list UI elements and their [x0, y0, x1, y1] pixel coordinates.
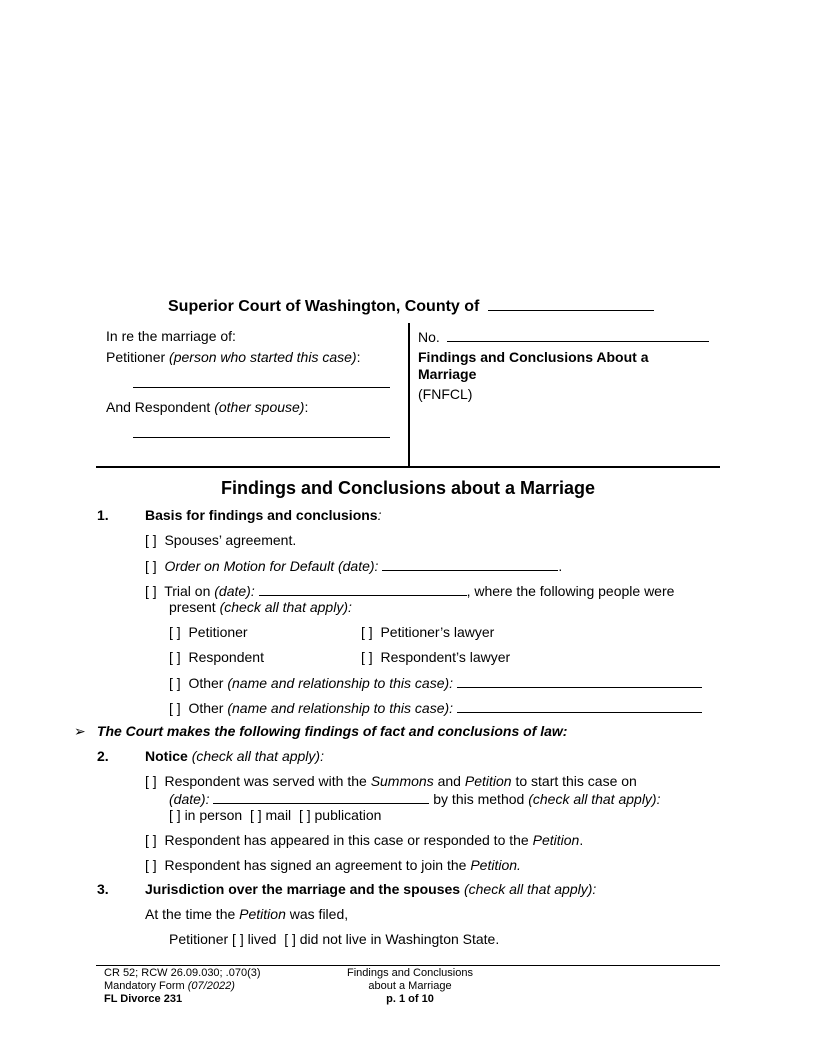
- other-2-field[interactable]: [457, 699, 702, 713]
- checkbox[interactable]: [ ]: [361, 624, 373, 640]
- checkbox[interactable]: [ ]: [169, 675, 181, 691]
- method-mail[interactable]: [ ] mail: [249, 807, 292, 823]
- other-1-field[interactable]: [457, 674, 702, 688]
- served-date-field[interactable]: [213, 790, 429, 804]
- checkbox[interactable]: [ ]: [145, 773, 157, 789]
- method-publication[interactable]: [ ] publication: [298, 807, 382, 823]
- footer-page: p. 1 of 10: [386, 993, 434, 1005]
- option-appeared[interactable]: [ ] Respondent has appeared in this case or responded to the Petition.: [145, 832, 584, 848]
- section1-number: 1.: [97, 507, 109, 523]
- section3-heading: Jurisdiction over the marriage and the spouses (check all that apply):: [145, 881, 597, 897]
- arrow-bullet-icon: ➢: [74, 723, 86, 739]
- caption-petitioner-label: Petitioner (person who started this case):: [106, 349, 361, 365]
- footer-center: [310, 967, 510, 1006]
- checkbox[interactable]: [ ]: [169, 649, 181, 665]
- footer-rule-citation: CR 52; RCW 26.09.030; .070(3): [104, 967, 261, 979]
- attendee-petitioner-lawyer[interactable]: [ ] Petitioner’s lawyer: [361, 624, 495, 640]
- checkbox[interactable]: [ ]: [145, 583, 157, 599]
- doc-code: (FNFCL): [418, 386, 473, 402]
- main-title: Findings and Conclusions about a Marriage: [220, 478, 596, 498]
- option-signed[interactable]: [ ] Respondent has signed an agreement to join the Petition.: [145, 857, 521, 873]
- section1-heading: Basis for findings and conclusions:: [145, 507, 382, 523]
- residence-did-not[interactable]: [ ] did not live in Washington State.: [284, 931, 500, 947]
- caption-divider: [408, 323, 410, 467]
- trial-present-line: present (check all that apply):: [169, 599, 352, 615]
- service-methods: [169, 807, 381, 823]
- checkbox[interactable]: [ ]: [361, 649, 373, 665]
- checkbox[interactable]: [ ]: [145, 857, 157, 873]
- attendee-other-2[interactable]: [ ] Other (name and relationship to this case):: [169, 699, 702, 716]
- section2-number: 2.: [97, 748, 109, 764]
- footer-rule: [96, 965, 720, 966]
- doc-title-line2: Marriage: [418, 366, 477, 382]
- footer-title-1: Findings and Conclusions: [347, 967, 473, 979]
- checkbox[interactable]: [ ]: [232, 931, 244, 947]
- footer-form-id: FL Divorce 231: [104, 993, 183, 1005]
- attendee-other-1[interactable]: [ ] Other (name and relationship to this case):: [169, 674, 702, 691]
- county-field[interactable]: [488, 297, 654, 311]
- footer-left: [104, 967, 261, 1006]
- case-number-field[interactable]: [447, 328, 709, 342]
- option-default-order[interactable]: [ ] Order on Motion for Default (date): .: [145, 558, 563, 574]
- method-in-person[interactable]: [ ] in person: [169, 807, 243, 823]
- court-findings-line: ➢ The Court makes the following findings of fact and conclusions of law:: [74, 723, 568, 739]
- checkbox[interactable]: [ ]: [284, 931, 296, 947]
- checkbox[interactable]: [ ]: [169, 700, 181, 716]
- checkbox[interactable]: [ ]: [298, 807, 311, 823]
- caption-respondent-label: And Respondent (other spouse):: [106, 399, 309, 415]
- caption-in-re: In re the marriage of:: [106, 328, 236, 344]
- trial-date-field[interactable]: [259, 582, 467, 596]
- caption-bottom-rule: [96, 466, 720, 468]
- checkbox[interactable]: [ ]: [169, 807, 181, 823]
- default-date-field[interactable]: [382, 557, 558, 571]
- section2-heading: Notice (check all that apply):: [145, 748, 324, 764]
- section3-number: 3.: [97, 881, 109, 897]
- court-heading: Superior Court of Washington, County of: [168, 297, 654, 316]
- residence-lived[interactable]: [ ] lived: [232, 931, 277, 947]
- option-served[interactable]: [ ] Respondent was served with the Summons and Petition to start this case on: [145, 773, 637, 789]
- checkbox[interactable]: [ ]: [169, 624, 181, 640]
- attendee-respondent[interactable]: [ ] Respondent: [169, 649, 264, 665]
- served-date-line: (date): by this method (check all that apply):: [169, 791, 661, 807]
- attendee-respondent-lawyer[interactable]: [ ] Respondent’s lawyer: [361, 649, 511, 665]
- respondent-name-field[interactable]: [133, 437, 390, 438]
- option-trial[interactable]: [ ] Trial on (date): , where the following people were: [145, 583, 675, 599]
- petitioner-residence: Petitioner [ ] lived [ ] did not live in Washington State.: [169, 931, 500, 947]
- petitioner-name-field[interactable]: [133, 387, 390, 388]
- checkbox[interactable]: [ ]: [249, 807, 262, 823]
- footer-title-2: about a Marriage: [368, 980, 452, 992]
- option-spouses-agreement[interactable]: [ ] Spouses’ agreement.: [145, 532, 297, 548]
- attendee-petitioner[interactable]: [ ] Petitioner: [169, 624, 248, 640]
- checkbox[interactable]: [ ]: [145, 558, 157, 574]
- case-number: No.: [418, 328, 709, 345]
- checkbox[interactable]: [ ]: [145, 532, 157, 548]
- doc-title-line1: Findings and Conclusions About a: [418, 349, 649, 365]
- checkbox[interactable]: [ ]: [145, 832, 157, 848]
- at-time-filed: At the time the Petition was filed,: [145, 906, 349, 922]
- footer-mandatory: Mandatory Form (07/2022): [104, 980, 235, 992]
